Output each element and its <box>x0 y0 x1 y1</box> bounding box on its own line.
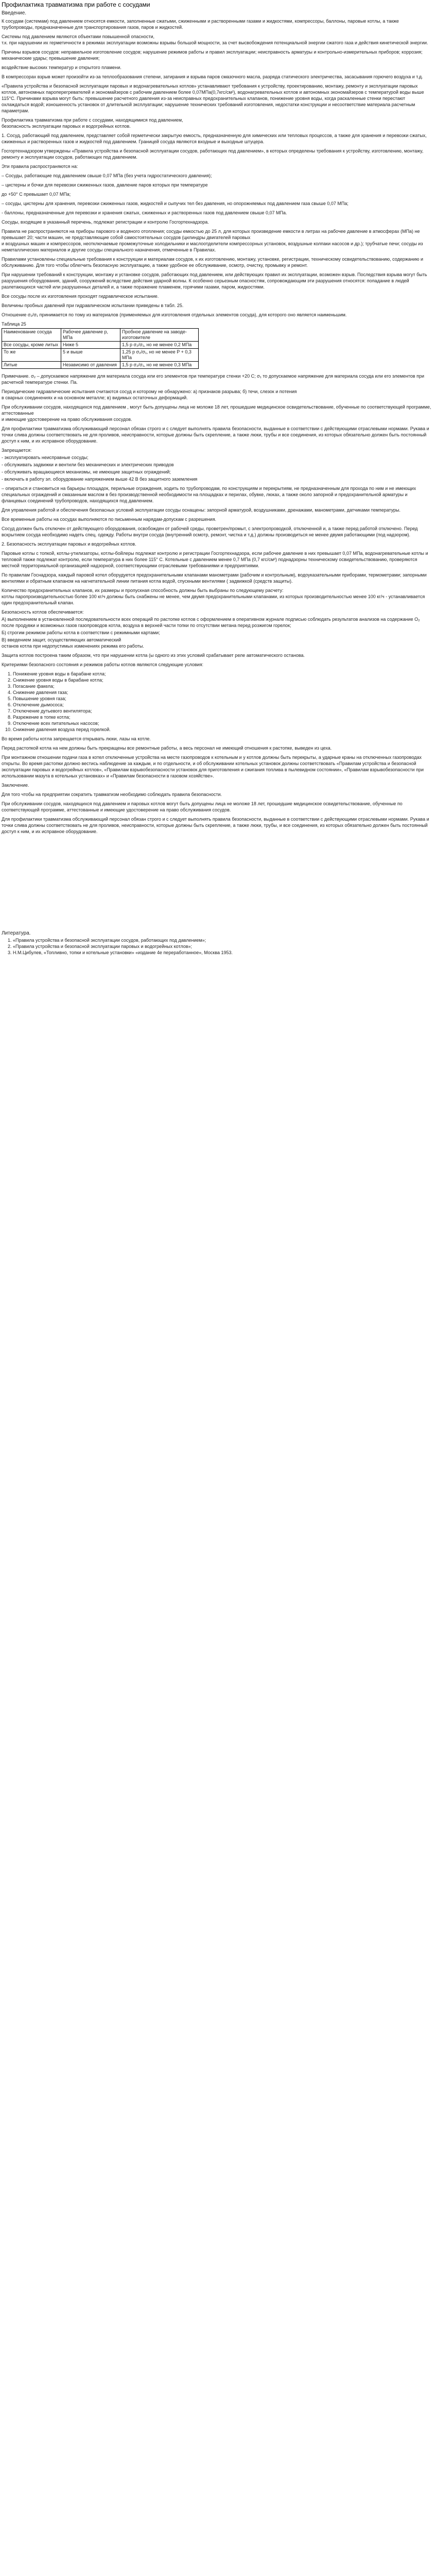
paragraph: При обслуживании сосудов, находящихся под давлением и паровых котлов могут быть допущены лица не моложе 18 лет, прошедшие медицинское освидетельствование, обученные по соответствующей программе, аттестованные и имеющие удостоверение на право обслуживания сосудов. <box>2 801 403 812</box>
paragraph: - баллоны, предназначенные для перевозки и хранения сжатых, сжиженных и растворенных газов под давлением свыше 0,07 МПа. <box>2 210 287 215</box>
paragraph: Все временные работы на сосудах выполняются по письменным нарядам-допускам с разрешения. <box>2 517 216 522</box>
table-row <box>2 349 199 362</box>
table-cell: То же <box>2 349 61 362</box>
paragraph: Критериями безопасного состояния и режимов работы котлов являются следующие условия: <box>2 662 204 667</box>
table-cell: 1,5 p σ₂/σ₁, но не менее 0,3 МПа <box>120 362 199 369</box>
literature-item: 2. «Правила устройства и безопасной эксплуатации паровых и водогрейных котлов»; <box>13 943 431 950</box>
paragraph: Периодические гидравлические испытания считаются сосуд и которому не обнаружено: а) признаков разрыва; б) течи, слезок и потения в сварных соединениях и на основном металле; в) видимых остаточных деформаций. <box>2 389 297 400</box>
paragraph: Эти правила распространяются на: <box>2 164 78 169</box>
paragraph: – сосуды, цистерны для хранения, перевозки сжиженных газов, жидкостей и сыпучих тел без давления, но опорожняемых под давлением газа свыше 0,07 МПа; <box>2 201 348 206</box>
table-cell: 5 и выше <box>61 349 120 362</box>
paragraph: до +50° С превышает 0,07 МПа; <box>2 192 71 197</box>
literature-heading: Литература. <box>2 930 31 936</box>
paragraph: Отношение σ₂/σ₁ принимается по тому из материалов (применяемых для изготовления отдельных элементов сосуда), для которого оно является наименьшим. <box>2 312 347 317</box>
paragraph: Для профилактики травматизма обслуживающий персонал обязан строго и с следует выполнять правила безопасности, выданные в соответствии с действующими отраслевыми нормами. Рукава и точки слива должны соответствовать не для проливов, неисправности, которые должны быть скрепление, а также люки, трубы и все соединения, из которых обязательно должен быть постоянный доступ к ним, и их исправное оборудование. <box>2 426 429 444</box>
paragraph: Все сосуды после их изготовления проходят гидравлическое испытание. <box>2 294 159 299</box>
literature-item: 3. Н.М.Цибулев, «Топливно, топки и котельные установки» «издание 4е переработанное», Москва 1953. <box>13 950 431 956</box>
safety-conditions-list <box>2 671 431 733</box>
paragraph: Перед растопкой котла на нем должны быть прекращены все ремонтные работы, а весь персонал не имеющий отношения к растопке, выведен из цеха. <box>2 745 332 751</box>
operation-section <box>2 373 431 668</box>
table-header-row <box>2 329 199 342</box>
paragraph: Б) строгим режимом работы котла в соответствии с режимными картами; <box>2 630 160 635</box>
paragraph: воздействие высоких температур и открытого пламени. <box>2 65 121 70</box>
paragraph: - обслуживать задвижки и вентили без механических и электрических приводов <box>2 462 174 467</box>
intro-section <box>2 18 431 114</box>
paragraph: – Сосуды, работающие под давлением свыше 0,07 МПа (без учета гидростатического давления); <box>2 173 212 178</box>
list-item: 2. Снижение уровня воды в барабане котла; <box>13 677 431 683</box>
paragraph: Запрещается: <box>2 448 32 453</box>
literature-item: 1. «Правила устройства и безопасной эксплуатации сосудов, работающих под давлением»; <box>13 937 431 943</box>
table-cell: Все сосуды, кроме литых <box>2 342 61 349</box>
list-item: 4. Снижение давления газа; <box>13 689 431 696</box>
paragraph: Паровые котлы с топкой, котлы-утилизаторы, котлы-бойлеры подлежат контролю и регистрации Госгортехнадзора, если рабочее давление в них превышает 0,07 МПа, водонагревательные котлы и тепловой также подлежат контролю, если температура в них более 115° С. Котельные с давлением менее 0,7 МПа (0,7 кгс/см²) поднадзорны техническому освидетельствованию, проверяются местной территориальной организацией надзорной, соответствующими отраслевыми требованиями и предприятиями. <box>2 551 428 568</box>
section-intro-heading: Введение. <box>2 10 27 16</box>
paragraph: Величины пробных давлений при гидравлическом испытании приведены в табл. 25. <box>2 303 184 308</box>
conclusion-heading: Заключение. <box>2 783 29 788</box>
list-item: 10. Снижение давления воздуха перед горелкой. <box>13 726 431 733</box>
vessels-section <box>2 132 431 318</box>
table-row <box>2 362 199 369</box>
paragraph: Правилами установлены специальные требования к конструкции и материалам сосудов, к их изготовлению, монтажу, установке, регистрации, техническому освидетельствованию, содержанию и обслуживанию. Для того чтобы облегчить безопасную эксплуатацию, а также удобное ее обслуживание, осмотр, очистку, промывку и ремонт. <box>2 257 424 268</box>
paragraph: - включать в работу эл. оборудование напряжением выше 42 В без защитного заземления <box>2 477 198 482</box>
paragraph: 1. Сосуд, работающий под давлением, представляет собой герметически закрытую емкость, предназначенную для химических или тепловых процессов, а также для хранения и перевозки сжатых, сжиженных и растворенных газов и жидкостей под давлением. Границей сосуда являются входные и выходные штуцера. <box>2 133 427 144</box>
paragraph: «Правила устройства и безопасной эксплуатации паровых и водонагревательных котлов» устанавливают требования к устройству, проектированию, монтажу, ремонту и эксплуатации паровых котлов, автономных пароперегревателей и экономайзеров с рабочим давлением более 0,07МПа(0,7кгс/см²), водонагревательных котлов и автономных экономайзеров с температурой воды выше 115°С. Причинами взрыва могут быть: превышение расчетного давления из-за неисправных предохранительных клапанов, понижение уровня воды, когда раскаленные стенки перестают охлаждаться водой; изношенность установок от длительной эксплуатации; нарушение технических требований изготовления, недостатки конструкции и несоответствие материала расчетным параметрам. <box>2 83 424 113</box>
list-item: 1. Понижение уровня воды в барабане котла; <box>13 671 431 677</box>
paragraph: – опираться и становиться на барьеры площадок, перильные ограждения, ходить по трубопроводам, по конструкциям и перекрытиям, не предназначенным для прохода по ним и не имеющих специальных ограждений и смазанным маслом в без производственной необходимости на площадках и перилах, обувке, люках, а также около запорной и предохранительной арматуры и фланцевых соединений трубопроводов, находящихся под давлением. <box>2 486 416 503</box>
paragraph: Защита котлов построена таким образом, что при нарушении котла (ы одного из этих условий срабатывает реле автоматического останова. <box>2 653 305 658</box>
paragraph: Безопасность котлов обеспечивается: <box>2 609 84 615</box>
paragraph: Системы под давлением являются объектами повышенной опасности, т.к. при нарушении их герметичности в режимах эксплуатации возможны взрывы большой мощности, за счет высвобождения потенциальной энергии сжатого газа и действия кинетической энергии. <box>2 34 428 45</box>
paragraph: – цистерны и бочки для перевозки сжиженных газов, давление паров которых при температуре <box>2 182 208 188</box>
list-item: 5. Повышение уровня газа; <box>13 696 431 702</box>
list-item: 9. Отключение всех питательных насосов; <box>13 720 431 726</box>
table-cell: Литые <box>2 362 61 369</box>
paragraph: При нарушении требований к конструкции, монтажу и установке сосудов, работающих под давлением, или действующих правил их эксплуатации, возможен взрыв. Последствия взрыва могут быть разрушения оборудования, зданий, сооружений вследствие действия ударной волны. К особенно серьезным опасностям, сопровождающим эти разрушения относятся: попадание в людей разлетающихся частей или разрушенных деталей и, а также поражение пламенем, горячими газами, паром, жидкостями. <box>2 272 427 290</box>
paragraph: 2. Безопасность эксплуатации паровых и водогрейных котлов. <box>2 541 136 547</box>
paragraph: Количество предохранительных клапанов, их размеры и пропускная способность должны быть выбраны по следующему расчету: котлы паропроизводительностью более 100 кг/ч должны быть снабжены не менее, чем двумя предохранительными клапанами, из которых производительностью менее 100 кг/ч - устанавливается один предохранительный клапан. <box>2 588 425 605</box>
list-item: 3. Погасание факела; <box>13 683 431 689</box>
paragraph: В) введением защит, осуществляющих автоматический останов котла при недопустимых изменениях режима его работы. <box>2 637 144 649</box>
table-header-cell: Наименование сосуда <box>2 329 61 342</box>
blank-space <box>2 838 431 930</box>
paragraph: Для того чтобы на предприятии сократить травматизм необходимо соблюдать правила безопасности. <box>2 792 222 797</box>
table-header-cell: Рабочее давление p, МПа <box>61 329 120 342</box>
paragraph: Во время работы котла запрещается открывать люки, лазы на котле. <box>2 736 151 741</box>
paragraph: По правилам Госнадзора, каждый паровой котел оборудуется предохранительными клапанами манометрами (рабочим и контрольным), водоуказательными приборами, термометрами; запорными вентилями и обратным клапаном на нагнетательной линии питания котла водой, спускными вентилями ( задвижкой (средств защиты). <box>2 572 427 584</box>
literature-list <box>2 937 431 956</box>
list-item: 8. Разрежение в топке котла; <box>13 714 431 720</box>
paragraph: Примечание. σ₂ – допускаемое напряжение для материала сосуда или его элементов при температуре стенки +20 С; σ₁ то допускаемое напряжение для материала сосуда или его элементов при расчетной температуре стенки. Па. <box>2 374 424 385</box>
paragraph: А) выполнением в установленной последовательности всех операций по растопке котлов с оформлением в оперативном журнале подписью соблюдать результатов анализов на содержание O₂ после продувки и возможных газов газопроводов котла, воздуха в верхней части топки по отсутствии метана перед розжигом горелок; <box>2 617 420 628</box>
paragraph: Причины взрывов сосудов: неправильное изготовление сосудов; нарушение режимов работы и правил эксплуатации; неисправность арматуры и контрольно-измерительных приборов; коррозия; механические удары; превышение давления; <box>2 49 423 61</box>
paragraph: Для управления работой и обеспечения безопасных условий эксплуатации сосуды оснащены: запорной арматурой, воздушниками, дренажами, манометрами, датчиками температуры. <box>2 507 401 513</box>
paragraph: - обслуживать вращающиеся механизмы, не имеющие защитных ограждений; <box>2 469 171 474</box>
article <box>0 0 433 969</box>
table-row <box>2 342 199 349</box>
table-cell: Независимо от давления <box>61 362 120 369</box>
paragraph: - эксплуатировать неисправные сосуды; <box>2 455 89 460</box>
table-cell: Ниже 5 <box>61 342 120 349</box>
paragraph: К сосудам (системам) под давлением относятся емкости, заполненные сжатыми, сжиженными и растворенными газами и жидкостями, компрессоры, баллоны, паровые котлы, а также трубопроводы, предназначенные для транспортирования газов, паров и жидкостей. <box>2 19 399 30</box>
paragraph: При обслуживании сосудов, находящихся под давлением , могут быть допущены лица не моложе 18 лет, прошедшие медицинское освидетельствование, обученные по соответствующей программе, аттестованные и имеющие удостоверение на право обслуживания сосудов. <box>2 404 431 422</box>
table-header-cell: Пробное давление на заводе-изготовителе <box>120 329 199 342</box>
table-caption: Таблица 25 <box>2 321 26 327</box>
list-item: 7. Отключение дутьевого вентилятора; <box>13 708 431 714</box>
page-title: Профилактика травматизма при работе с сосудами <box>2 1 150 8</box>
paragraph: Сосуды, входящие в указанный перечень, подлежат регистрации и контролю Госгортехнадзора. <box>2 219 209 225</box>
paragraph: В компрессорах взрыв может произойти из-за теплообразования степени, затирания и взрыва паров смазочного масла, разряда статического электричества, засасывания горючего воздуха и т.д. <box>2 74 423 79</box>
paragraph: Правила не распространяются на приборы парового и водяного отопления; сосуды емкостью до 25 л, для которых произведение емкости в литрах на рабочее давление в атмосферах (МПа) не превышает 20; части машин, не представляющие собой самостоятельных сосудов (цилиндры двигателей паровых и воздушных машин и компрессоров, неотключаемые промежуточные холодильники и маслоотделители компрессорных установок, воздушные колпаки насосов и др.); трубчатые печи; сосуды из неметаллических материалов и другие сосуды специального назначения, отмеченные в Правилах. <box>2 229 423 252</box>
paragraph: При монтажном отношении подачи газа в котел отключенные устройства на месте газопроводов к котельным и у котлов должны быть перекрыты, а ударные краны на отключенных газопроводах открыты. Во время растопки должно вестись наблюдение за каждым, и по отдельности, и об обслуживании котельных установок должны соответствовать «Правилам устройства и безопасной эксплуатации паровых и водогрейных котлов», «Правилам взрывобезопасности установок для приготовления и сжигания топлива в пылевидном состоянии», «Правилам взрывобезопасности при использовании мазута в котельных установках» и «Правилам безопасности в газовом хозяйстве». <box>2 755 424 778</box>
paragraph: Для профилактики травматизма обслуживающий персонал обязан строго и с следует выполнять правила безопасности, выданные в соответствии с действующими отраслевыми нормами. Рукава и точки слива должны соответствовать не для проливов, неисправности, которые должны быть скрепление, а также люки, трубы, и все соединения, из которых обязательно должен быть постоянный доступ к ним, и их исправное оборудование. <box>2 817 429 834</box>
table-cell: 1,25 p σ₂/σ₁, но не менее P + 0,3 МПа <box>120 349 199 362</box>
table-cell: 1,5 p σ₂/σ₁, но не менее 0,2 МПа <box>120 342 199 349</box>
rules-heading: Профилактика травматизма при работе с сосудами, находящимися под давлением, безопасность эксплуатации паровых и водогрейных котлов. <box>2 117 183 129</box>
conclusion-section <box>2 736 431 835</box>
list-item: 6. Отключение дымососа; <box>13 702 431 708</box>
pressure-table <box>2 328 199 369</box>
paragraph: Госгортехнадзором утверждены «Правила устройства и безопасной эксплуатации сосудов, работающих под давлением», в которых определены требования к устройству, изготовлению, монтажу, ремонту и эксплуатации сосудов, работающих под давлением. <box>2 148 424 160</box>
paragraph: Сосуд должен быть отключен от действующего оборудования, освобожден от рабочей среды, проветрен/промыт, с электропроводкой, отключенной и, а также перед работой отключено. Перед вскрытием сосуда необходимо надеть спец. одежду. Работы внутри сосуда (внутренний осмотр, ремонт, чистка и т.д.) должны производиться не менее двумя работающими (под надзором). <box>2 526 418 537</box>
